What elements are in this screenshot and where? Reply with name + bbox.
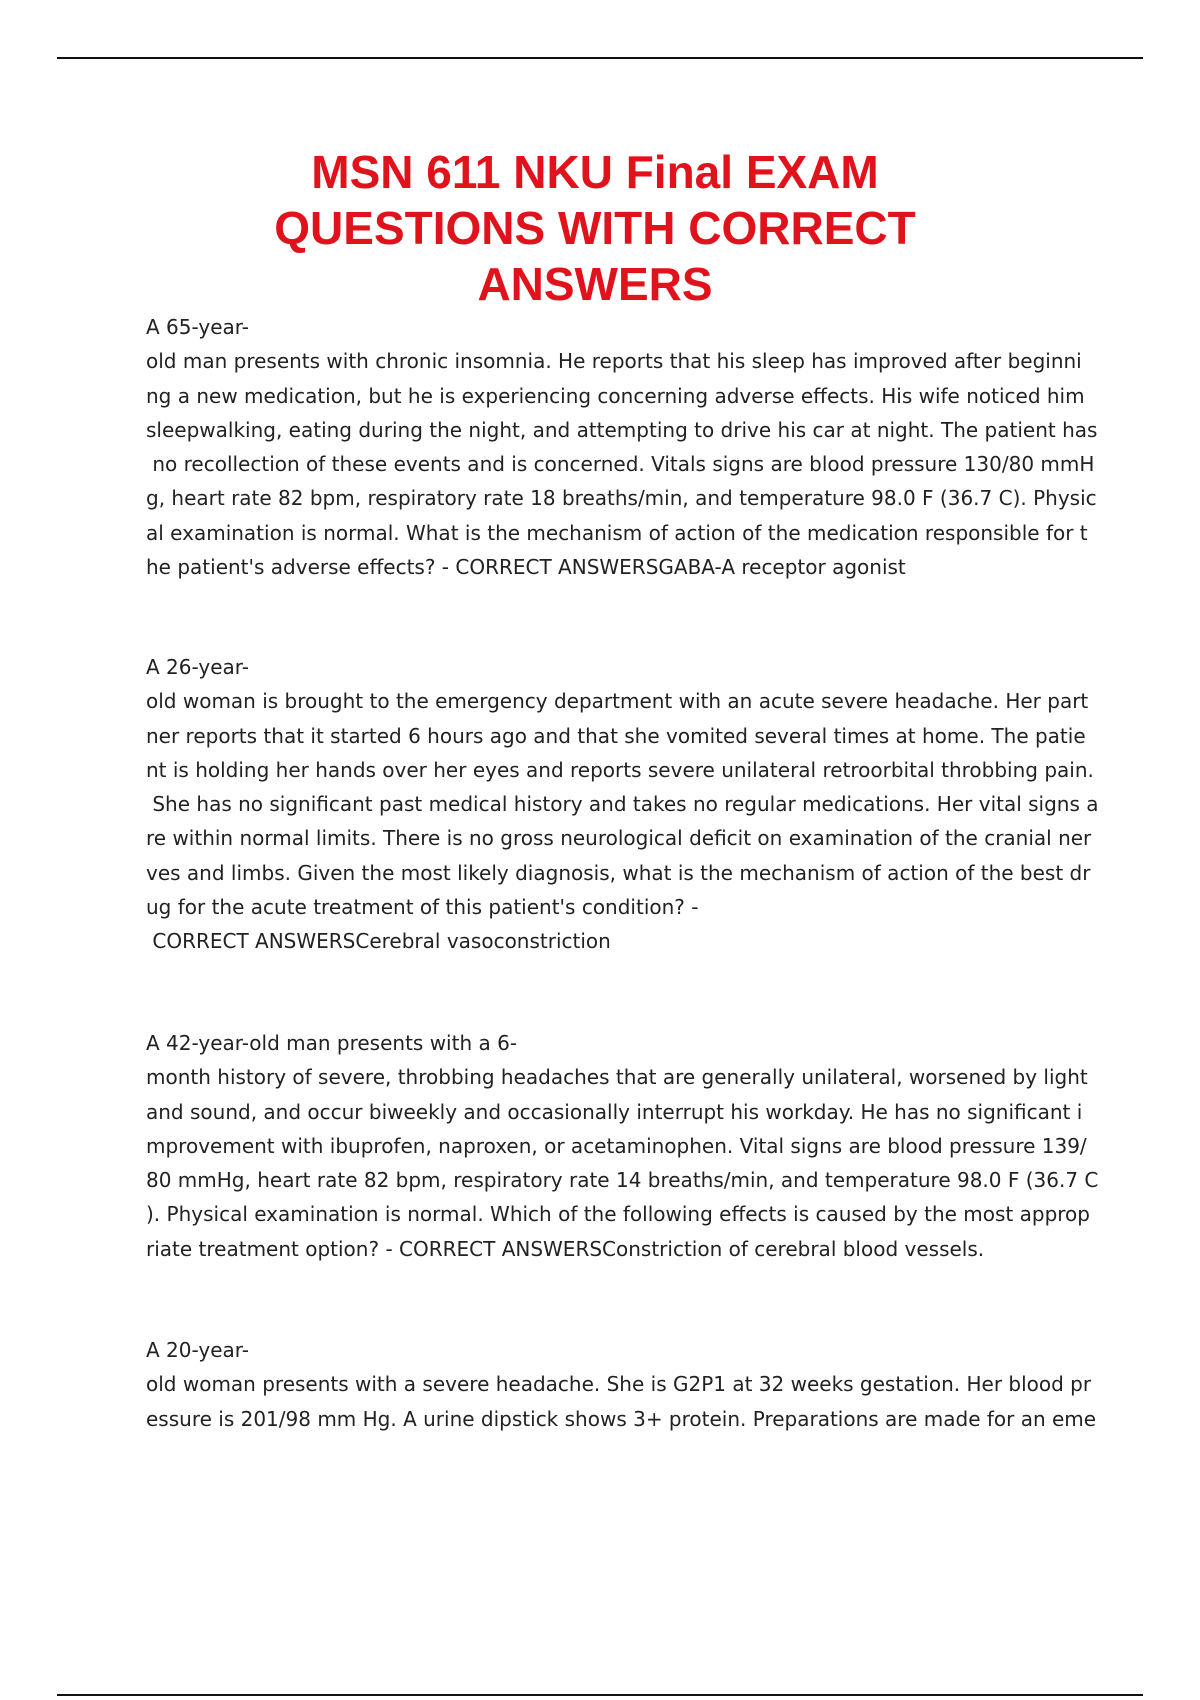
- question-line: A 42-year-old man presents with a 6-: [146, 1031, 518, 1055]
- question-line: al examination is normal. What is the mechanism of action of the medication responsible for t: [146, 520, 1088, 545]
- question-line: ves and limbs. Given the most likely diagnosis, what is the mechanism of action of the best dr: [146, 860, 1091, 885]
- question-line: ug for the acute treatment of this patient's condition? -: [146, 895, 699, 920]
- question-line: he patient's adverse effects? - CORRECT ANSWERSGABA-A receptor agonist: [146, 555, 906, 580]
- title-line: QUESTIONS WITH CORRECT: [274, 202, 916, 254]
- question-3: [146, 1026, 1099, 1266]
- question-line: and sound, and occur biweekly and occasionally interrupt his workday. He has no significant i: [146, 1099, 1083, 1124]
- question-line: A 65-year-: [146, 315, 249, 339]
- question-line: essure is 201/98 mm Hg. A urine dipstick shows 3+ protein. Preparations are made for an eme: [146, 1406, 1097, 1431]
- document-title: [0, 144, 1190, 312]
- top-divider: [57, 57, 1143, 59]
- question-line: old woman is brought to the emergency department with an acute severe headache. Her part: [146, 689, 1089, 714]
- question-line: old man presents with chronic insomnia. He reports that his sleep has improved after beginni: [146, 349, 1082, 374]
- question-line: A 26-year-: [146, 655, 249, 679]
- question-line: A 20-year-: [146, 1338, 249, 1362]
- question-2: [146, 650, 1099, 959]
- title-line: ANSWERS: [477, 258, 713, 310]
- question-line: mprovement with ibuprofen, naproxen, or acetaminophen. Vital signs are blood pressure 139/: [146, 1133, 1087, 1158]
- question-line: no recollection of these events and is concerned. Vitals signs are blood pressure 130/80 mmH: [146, 452, 1095, 477]
- question-line: old woman presents with a severe headache. She is G2P1 at 32 weeks gestation. Her blood pr: [146, 1372, 1092, 1397]
- question-4: [146, 1333, 1097, 1436]
- question-1: [146, 310, 1098, 584]
- question-line: ner reports that it started 6 hours ago and that she vomited several times at home. The patie: [146, 723, 1086, 748]
- question-line: g, heart rate 82 bpm, respiratory rate 18 breaths/min, and temperature 98.0 F (36.7 C). Physic: [146, 486, 1097, 511]
- question-line: ). Physical examination is normal. Which of the following effects is caused by the most approp: [146, 1202, 1090, 1227]
- question-line: riate treatment option? - CORRECT ANSWERSConstriction of cerebral blood vessels.: [146, 1236, 985, 1261]
- title-line: MSN 611 NKU Final EXAM: [311, 146, 879, 198]
- question-line: CORRECT ANSWERSCerebral vasoconstriction: [146, 929, 611, 954]
- bottom-divider: [57, 1694, 1143, 1696]
- question-line: re within normal limits. There is no gross neurological deficit on examination of the cranial ner: [146, 826, 1092, 851]
- question-line: nt is holding her hands over her eyes and reports severe unilateral retroorbital throbbing pain.: [146, 757, 1094, 782]
- question-line: sleepwalking, eating during the night, and attempting to drive his car at night. The patient has: [146, 417, 1098, 442]
- question-line: ng a new medication, but he is experiencing concerning adverse effects. His wife noticed him: [146, 383, 1085, 408]
- question-line: month history of severe, throbbing headaches that are generally unilateral, worsened by light: [146, 1065, 1088, 1090]
- question-line: 80 mmHg, heart rate 82 bpm, respiratory rate 14 breaths/min, and temperature 98.0 F (36.7 C: [146, 1168, 1099, 1193]
- question-line: She has no significant past medical history and takes no regular medications. Her vital signs a: [146, 792, 1099, 817]
